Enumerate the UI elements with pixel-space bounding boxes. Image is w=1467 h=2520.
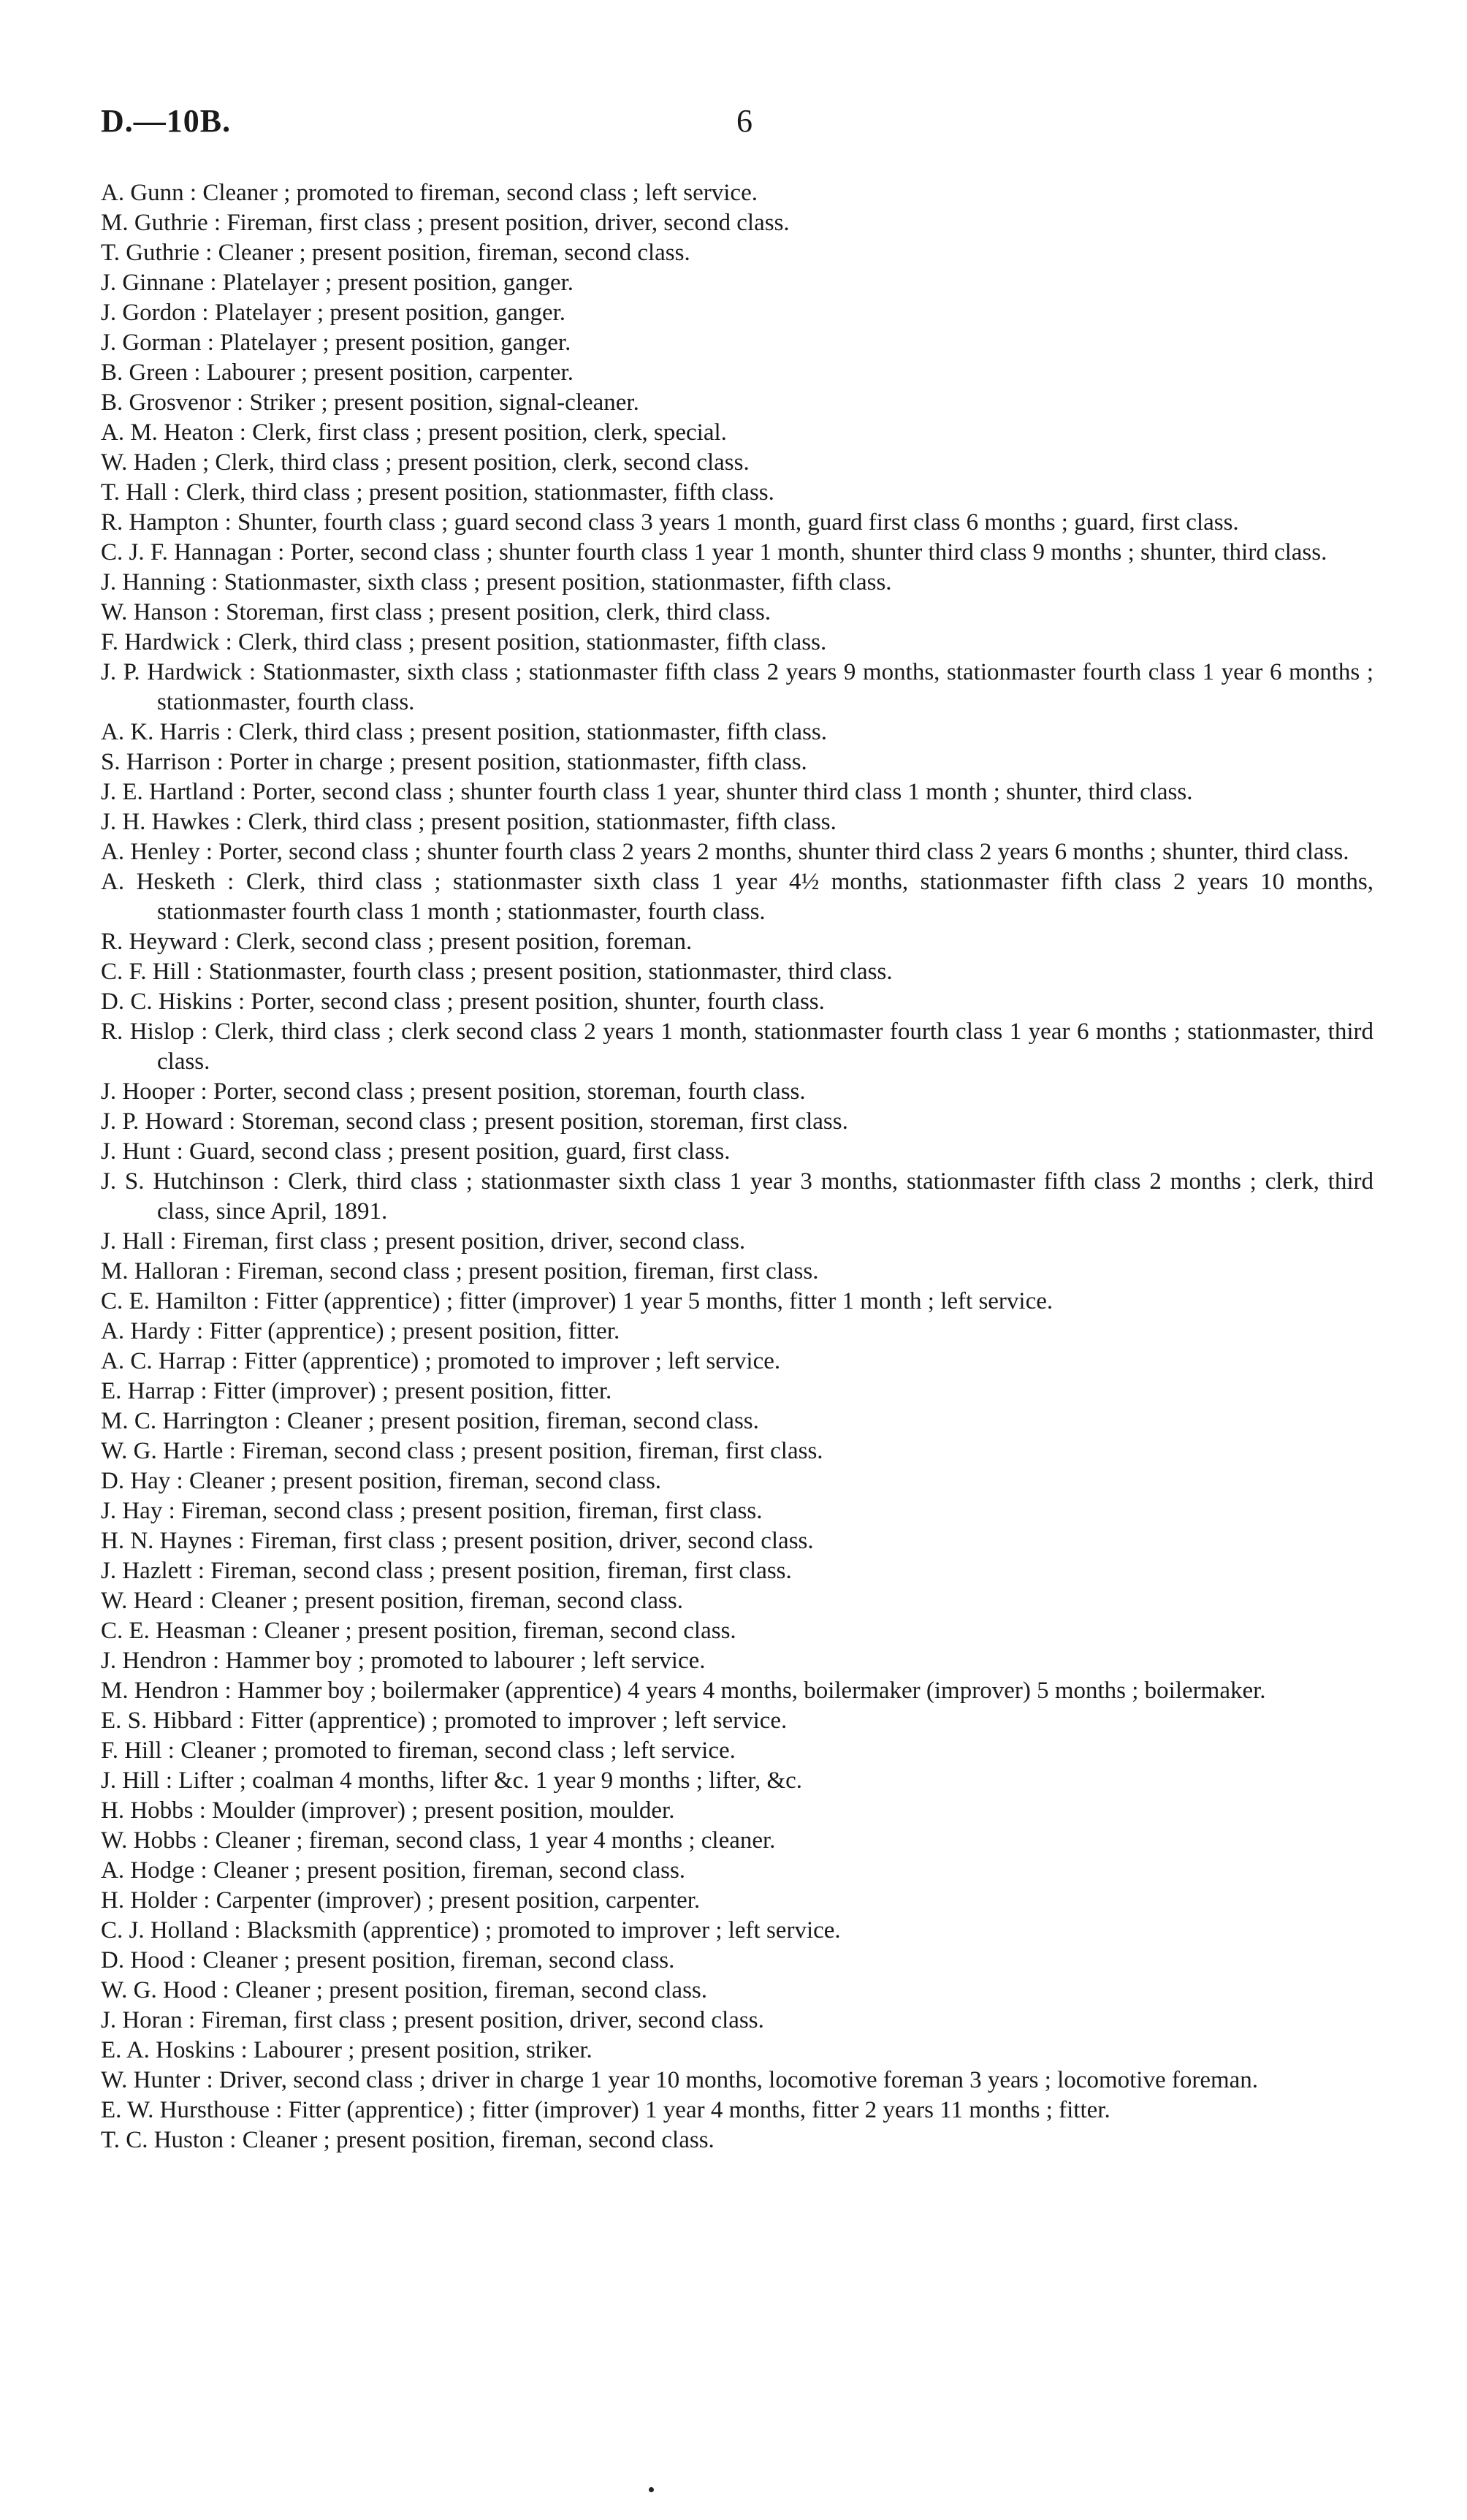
- staff-entry: C. J. Holland : Blacksmith (apprentice) ; promoted to improver ; left service.: [101, 1917, 841, 1944]
- staff-entry: W. G. Hood : Cleaner ; present position, fireman, second class.: [101, 1977, 708, 2003]
- staff-entry: J. S. Hutchinson : Clerk, third class ; stationmaster sixth class 1 year 3 months, stationmaster fifth class 2 months ; clerk, third class, since April, 1891.: [101, 1168, 1373, 1225]
- staff-entry: H. Holder : Carpenter (improver) ; present position, carpenter.: [101, 1887, 701, 1914]
- staff-entry: A. Hodge : Cleaner ; present position, fireman, second class.: [101, 1857, 686, 1884]
- staff-entry: J. P. Hardwick : Stationmaster, sixth class ; stationmaster fifth class 2 years 9 months, stationmaster fourth class 1 year 6 months ; stationmaster, fourth class.: [101, 659, 1373, 715]
- staff-entry: E. A. Hoskins : Labourer ; present position, striker.: [101, 2037, 592, 2063]
- staff-entry: A. Hardy : Fitter (apprentice) ; present position, fitter.: [101, 1318, 620, 1344]
- staff-entry: H. Hobbs : Moulder (improver) ; present position, moulder.: [101, 1797, 675, 1824]
- staff-entry: R. Hislop : Clerk, third class ; clerk second class 2 years 1 month, stationmaster fourth class 1 year 6 months ; stationmaster, third class.: [101, 1019, 1373, 1075]
- staff-entry: E. Harrap : Fitter (improver) ; present position, fitter.: [101, 1378, 612, 1404]
- staff-entry: J. Hanning : Stationmaster, sixth class ; present position, stationmaster, fifth class.: [101, 569, 892, 595]
- staff-entry: W. Hobbs : Cleaner ; fireman, second class, 1 year 4 months ; cleaner.: [101, 1827, 776, 1854]
- staff-entry: M. Guthrie : Fireman, first class ; present position, driver, second class.: [101, 210, 790, 236]
- staff-entry: R. Heyward : Clerk, second class ; present position, foreman.: [101, 929, 693, 955]
- staff-entry: J. Hooper : Porter, second class ; present position, storeman, fourth class.: [101, 1078, 806, 1105]
- staff-entry: D. Hay : Cleaner ; present position, fireman, second class.: [101, 1468, 662, 1494]
- staff-entry: J. Gordon : Platelayer ; present position, ganger.: [101, 300, 566, 326]
- staff-entry: J. Hazlett : Fireman, second class ; present position, fireman, first class.: [101, 1558, 792, 1584]
- staff-entry: J. Hill : Lifter ; coalman 4 months, lifter &c. 1 year 9 months ; lifter, &c.: [101, 1767, 803, 1794]
- staff-entry: F. Hardwick : Clerk, third class ; present position, stationmaster, fifth class.: [101, 629, 827, 655]
- staff-entry: M. Halloran : Fireman, second class ; present position, fireman, first class.: [101, 1258, 819, 1284]
- staff-entry: A. Henley : Porter, second class ; shunter fourth class 2 years 2 months, shunter third class 2 years 6 months ; shunter, third class.: [101, 839, 1349, 865]
- staff-entry: A. C. Harrap : Fitter (apprentice) ; promoted to improver ; left service.: [101, 1348, 781, 1374]
- document-code: D.—10B.: [101, 103, 232, 139]
- staff-entry: D. C. Hiskins : Porter, second class ; present position, shunter, fourth class.: [101, 989, 825, 1015]
- staff-entry: E. S. Hibbard : Fitter (apprentice) ; promoted to improver ; left service.: [101, 1708, 788, 1734]
- staff-entry: J. Gorman : Platelayer ; present position, ganger.: [101, 330, 571, 356]
- staff-entry: C. E. Heasman : Cleaner ; present position, fireman, second class.: [101, 1618, 736, 1644]
- staff-entry: J. P. Howard : Storeman, second class ; present position, storeman, first class.: [101, 1108, 848, 1135]
- staff-entry: W. Heard : Cleaner ; present position, fireman, second class.: [101, 1588, 683, 1614]
- staff-entry: C. E. Hamilton : Fitter (apprentice) ; fitter (improver) 1 year 5 months, fitter 1 month ; left service.: [101, 1288, 1053, 1314]
- staff-entry: T. C. Huston : Cleaner ; present position, fireman, second class.: [101, 2127, 715, 2153]
- staff-entry: M. C. Harrington : Cleaner ; present position, fireman, second class.: [101, 1408, 759, 1434]
- staff-entry: W. Hunter : Driver, second class ; driver in charge 1 year 10 months, locomotive foreman 3 years ; locomotive foreman.: [101, 2067, 1259, 2093]
- staff-entry: M. Hendron : Hammer boy ; boilermaker (apprentice) 4 years 4 months, boilermaker (improver) 5 months ; boilermaker.: [101, 1678, 1266, 1704]
- staff-entry: J. Hunt : Guard, second class ; present position, guard, first class.: [101, 1138, 731, 1165]
- staff-entry: A. K. Harris : Clerk, third class ; present position, stationmaster, fifth class.: [101, 719, 827, 745]
- staff-entry-list: [101, 178, 1373, 2155]
- staff-entry: E. W. Hursthouse : Fitter (apprentice) ; fitter (improver) 1 year 4 months, fitter 2 years 11 months ; fitter.: [101, 2097, 1110, 2123]
- staff-entry: C. J. F. Hannagan : Porter, second class ; shunter fourth class 1 year 1 month, shunter third class 9 months ; shunter, third class.: [101, 539, 1327, 566]
- staff-entry: W. Hanson : Storeman, first class ; present position, clerk, third class.: [101, 599, 771, 625]
- staff-entry: W. G. Hartle : Fireman, second class ; present position, fireman, first class.: [101, 1438, 823, 1464]
- staff-entry: J. E. Hartland : Porter, second class ; shunter fourth class 1 year, shunter third class 1 month ; shunter, third class.: [101, 779, 1193, 805]
- staff-entry: R. Hampton : Shunter, fourth class ; guard second class 3 years 1 month, guard first class 6 months ; guard, first class.: [101, 509, 1239, 536]
- staff-entry: A. M. Heaton : Clerk, first class ; present position, clerk, special.: [101, 419, 727, 446]
- staff-entry: H. N. Haynes : Fireman, first class ; present position, driver, second class.: [101, 1528, 814, 1554]
- page-header: [101, 102, 1387, 146]
- staff-entry: F. Hill : Cleaner ; promoted to fireman, second class ; left service.: [101, 1737, 736, 1764]
- staff-entry: B. Grosvenor : Striker ; present position, signal-cleaner.: [101, 389, 639, 416]
- staff-entry: J. H. Hawkes : Clerk, third class ; present position, stationmaster, fifth class.: [101, 809, 837, 835]
- staff-entry: T. Guthrie : Cleaner ; present position, fireman, second class.: [101, 240, 690, 266]
- staff-entry: J. Hendron : Hammer boy ; promoted to labourer ; left service.: [101, 1648, 706, 1674]
- staff-entry: S. Harrison : Porter in charge ; present position, stationmaster, fifth class.: [101, 749, 807, 775]
- staff-entry: C. F. Hill : Stationmaster, fourth class ; present position, stationmaster, third class.: [101, 959, 893, 985]
- staff-entry: J. Horan : Fireman, first class ; present position, driver, second class.: [101, 2007, 764, 2033]
- staff-entry: T. Hall : Clerk, third class ; present position, stationmaster, fifth class.: [101, 479, 774, 506]
- footer-dot: [649, 2487, 654, 2492]
- page-number: 6: [736, 103, 752, 139]
- staff-entry: J. Ginnane : Platelayer ; present position, ganger.: [101, 270, 574, 296]
- staff-entry: W. Haden ; Clerk, third class ; present position, clerk, second class.: [101, 449, 750, 476]
- staff-entry: J. Hall : Fireman, first class ; present position, driver, second class.: [101, 1228, 746, 1255]
- staff-entry: A. Gunn : Cleaner ; promoted to fireman, second class ; left service.: [101, 180, 758, 206]
- staff-entry: J. Hay : Fireman, second class ; present position, fireman, first class.: [101, 1498, 763, 1524]
- staff-entry: D. Hood : Cleaner ; present position, fireman, second class.: [101, 1947, 675, 1973]
- staff-entry: B. Green : Labourer ; present position, carpenter.: [101, 359, 574, 386]
- staff-entry: A. Hesketh : Clerk, third class ; stationmaster sixth class 1 year 4½ months, stationmaster fifth class 2 years 10 months, stationmaster fourth class 1 month ; stationmaster, fourth class.: [101, 869, 1373, 925]
